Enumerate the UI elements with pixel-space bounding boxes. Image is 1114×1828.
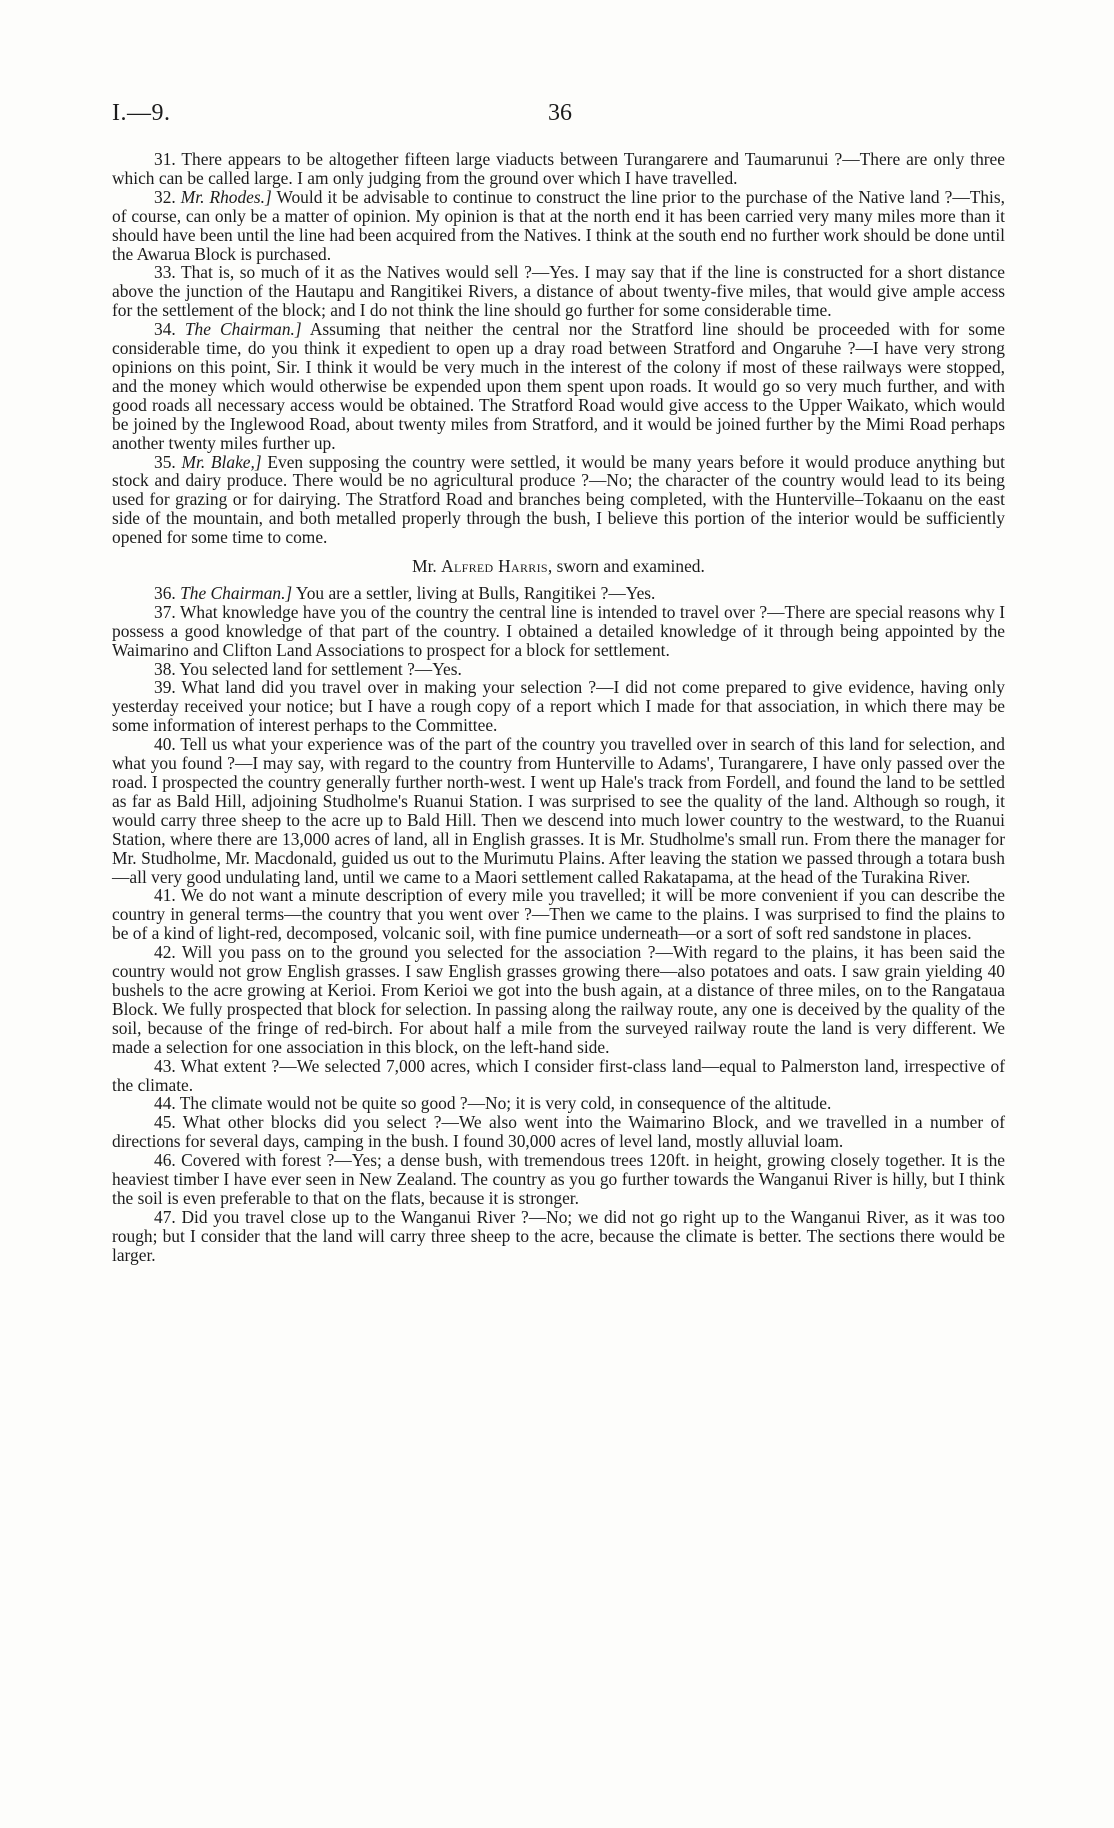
question-paragraph bbox=[112, 150, 1005, 188]
question-text: You are a settler, living at Bulls, Rangitikei ?—Yes. bbox=[295, 582, 656, 603]
question-text: What other blocks did you select ?—We also went into the Waimarino Block, and we travelled in a number of directions for several days, camping in the bush. I found 30,000 acres of level land, mostly alluvial loam. bbox=[112, 1112, 1005, 1152]
question-text: The climate would not be quite so good ?—No; it is very cold, in consequence of the altitude. bbox=[179, 1093, 832, 1114]
question-number: 32. bbox=[154, 186, 176, 207]
question-number: 31. bbox=[154, 149, 176, 169]
question-text: Tell us what your experience was of the part of the country you travelled over in search of this land for selection, and what you found ?—I may say, with regard to the country from Hunterville to Adams', Turangarere, I have only passed over the road. I prospected the country generally further north-west. I went up Hale's track from Fordell, and found the land to be settled as far as Bald Hill, adjoining Studholme's Ruanui Station. I was surprised to see the quality of the land. Although so rough, it would carry three sheep to the acre up to Bald Hill. Then we descend into much lower country to the westward, to the Ruanui Station, where there are 13,000 acres of land, all in English grasses. It is Mr. Studholme's small run. From there the manager for Mr. Studholme, Mr. Macdonald, guided us out to the Murimutu Plains. After leaving the station we passed through a totara bush—all very good undulating land, until we came to a Maori settlement called Rakatapama, at the head of the Turakina River. bbox=[112, 734, 1005, 887]
question-text: What extent ?—We selected 7,000 acres, which I consider first-class land—equal to Palmerston land, irrespective of the climate. bbox=[112, 1055, 1005, 1095]
question-text: We do not want a minute description of every mile you travelled; it will be more convenient if you can describe the country in general terms—the country that you went over ?—Then we came to the plains. I was surprised to find the plains to be of a kind of light-red, decomposed, volcanic soil, with fine pumice underneath—or a sort of soft red sandstone in places. bbox=[112, 885, 1005, 944]
question-paragraph bbox=[112, 1057, 1005, 1095]
speaker-label: Mr. Blake,] bbox=[181, 451, 262, 472]
question-paragraph bbox=[112, 263, 1005, 320]
question-text: Assuming that neither the central nor the Stratford line should be proceeded with for some considerable time, do you think it expedient to open up a dray road between Stratford and Ongaruhe ?—I have very strong opinions on this point, Sir. I think it would be very much in the interest of the colony if most of these railways were stopped, and the money which would otherwise be expended upon them spent upon roads. It would go so very much further, and with good roads all necessary access would be obtained. The Stratford Road would give access to the Upper Waikato, which would be joined by the Inglewood Road, about twenty miles from Stratford, and it would be joined further by the Mimi Road perhaps another twenty miles further up. bbox=[112, 319, 1006, 453]
question-paragraph bbox=[112, 1094, 1005, 1113]
question-paragraph bbox=[112, 584, 1005, 603]
question-number: 46. bbox=[154, 1150, 176, 1171]
question-paragraph bbox=[112, 603, 1005, 660]
question-text: Even supposing the country were settled, it would be many years before it would produce anything but stock and dairy produce. There would be no agricultural produce ?—No; the character of the country would lead to its being used for grazing or for dairying. The Stratford Road and branches being completed, with the Hunterville–Tokaanu on the east side of the mountain, and both metalled properly through the bush, I believe this portion of the interior would be sufficiently opened for some time to come. bbox=[112, 451, 1005, 548]
document-body bbox=[112, 150, 1005, 1265]
question-text: What land did you travel over in making your selection ?—I did not come prepared to give evidence, having only yesterday received your notice; but I have a rough copy of a report which I made for that association, in which there may be some information of interest perhaps to the Committee. bbox=[112, 677, 1005, 736]
speaker-label: The Chairman.] bbox=[180, 582, 293, 603]
question-text: That is, so much of it as the Natives would sell ?—Yes. I may say that if the line is constructed for a short distance above the junction of the Hautapu and Rangitikei Rivers, a distance of about twenty-five miles, that would give ample access for the settlement of the block; and I do not think the line should go further for some considerable time. bbox=[112, 262, 1005, 321]
question-paragraph bbox=[112, 1151, 1005, 1208]
question-paragraph bbox=[112, 320, 1005, 452]
question-paragraph bbox=[112, 453, 1005, 548]
witness-name: Alfred Harris bbox=[441, 556, 548, 577]
question-paragraph bbox=[112, 188, 1005, 264]
question-number: 36. bbox=[154, 582, 176, 603]
question-text: Did you travel close up to the Wanganui River ?—No; we did not go right up to the Wanganui River, as it was too rough; but I consider that the land will carry three sheep to the acre, because the climate is better. The sections there would be larger. bbox=[112, 1206, 1005, 1265]
testimony-block-2 bbox=[112, 584, 1005, 1265]
question-paragraph bbox=[112, 660, 1005, 679]
question-number: 34. bbox=[154, 319, 176, 340]
question-paragraph bbox=[112, 1208, 1005, 1265]
question-text: There appears to be altogether fifteen large viaducts between Turangarere and Taumarunui ?—There are only three which can be called large. I am only judging from the ground over which I have travelled. bbox=[112, 149, 1005, 188]
witness-suffix: , sworn and examined. bbox=[547, 556, 705, 577]
question-number: 42. bbox=[154, 942, 176, 963]
question-number: 40. bbox=[154, 734, 176, 755]
speaker-label: The Chairman.] bbox=[184, 319, 302, 340]
question-number: 35. bbox=[154, 451, 176, 472]
question-text: What knowledge have you of the country the central line is intended to travel over ?—There are special reasons why I possess a good knowledge of that part of the country. I obtained a detailed knowledge of it through being appointed by the Waimarino and Clifton Land Associations to prospect for a block for settlement. bbox=[112, 601, 1005, 660]
witness-prefix: Mr. bbox=[412, 556, 437, 577]
question-number: 44. bbox=[154, 1093, 176, 1114]
question-paragraph bbox=[112, 678, 1005, 735]
witness-heading bbox=[112, 557, 1005, 576]
question-number: 47. bbox=[154, 1206, 176, 1227]
question-text: You selected land for settlement ?—Yes. bbox=[179, 658, 462, 679]
question-number: 33. bbox=[154, 262, 176, 283]
question-number: 37. bbox=[154, 601, 176, 622]
question-text: Covered with forest ?—Yes; a dense bush, with tremendous trees 120ft. in height, growing closely together. It is the heaviest timber I have ever seen in New Zealand. The country as you go further towards the Wanganui River is hilly, but I think the soil is even preferable to that on the flats, because it is stronger. bbox=[112, 1150, 1005, 1208]
testimony-block-1 bbox=[112, 150, 1005, 547]
question-paragraph bbox=[112, 735, 1005, 886]
question-number: 38. bbox=[154, 658, 176, 679]
question-number: 45. bbox=[154, 1112, 176, 1133]
question-number: 39. bbox=[154, 677, 176, 698]
question-number: 41. bbox=[154, 885, 176, 906]
question-paragraph bbox=[112, 943, 1005, 1056]
page-number: 36 bbox=[548, 100, 572, 126]
speaker-label: Mr. Rhodes.] bbox=[180, 186, 272, 207]
question-text: Will you pass on to the ground you selected for the association ?—With regard to the plains, it has been said the country would not grow English grasses. I saw English grasses growing there—also potatoes and oats. I saw grain yielding 40 bushels to the acre growing at Kerioi. From Kerioi we got into the bush again, at a distance of three miles, on to the Rangataua Block. We fully prospected that block for selection. In passing along the railway route, any one is deceived by the quality of the soil, because of the fringe of red-birch. For about half a mile from the surveyed railway route the land is very different. We made a selection for one association in this block, on the left-hand side. bbox=[112, 942, 1005, 1057]
question-text: Would it be advisable to continue to construct the line prior to the purchase of the Native land ?—This, of course, can only be a matter of opinion. My opinion is that at the north end it has been carried very many miles more than it should have been until the line had been acquired from the Natives. I think at the south end no further work should be done until the Awarua Block is purchased. bbox=[112, 186, 1005, 264]
question-paragraph bbox=[112, 1113, 1005, 1151]
question-paragraph bbox=[112, 886, 1005, 943]
document-reference: I.—9. bbox=[112, 100, 171, 126]
question-number: 43. bbox=[154, 1055, 176, 1076]
